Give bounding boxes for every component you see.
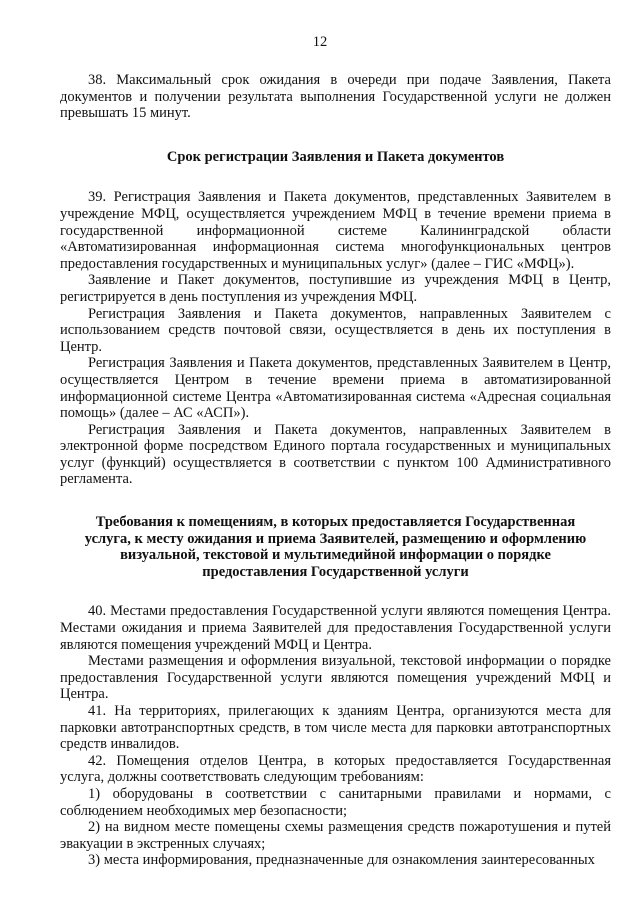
page-number: 12: [312, 34, 328, 50]
paragraph-40-info: Местами размещения и оформления визуальной, текстовой информации о порядке предоставления Государственной услуги являются помещения учреждений МФЦ и Центра.: [60, 653, 611, 703]
section-heading-registration: Срок регистрации Заявления и Пакета документов: [166, 148, 505, 165]
paragraph-39-portal: Регистрация Заявления и Пакета документов, направленных Заявителем в электронной форме посредством Единого портала государственных и муниципальных услуг (функций) осуществляется в соответствии с пунктом 100 Административного регламента.: [60, 421, 611, 488]
paragraph-38: 38. Максимальный срок ожидания в очереди при подаче Заявления, Пакета документов и получении результата выполнения Государственной услуги не должен превышать 15 минут.: [60, 72, 611, 122]
paragraph-39: 39. Регистрация Заявления и Пакета документов, представленных Заявителем в учреждение МФЦ, осуществляется учреждением МФЦ в течение времени приема в государственной информационной системе Калининградской области «Автоматизированная информационная система многофункциональных центров предоставления государственных и муниципальных услуг» (далее – ГИС «МФЦ»).: [60, 189, 611, 272]
list-item-2: 2) на видном месте помещены схемы размещения средств пожаротушения и путей эвакуации в экстренных случаях;: [60, 819, 611, 852]
paragraph-39-post: Регистрация Заявления и Пакета документов, направленных Заявителем с использованием средств почтовой связи, осуществляется в день их поступления в Центр.: [60, 305, 611, 355]
list-item-1: 1) оборудованы в соответствии с санитарными правилами и нормами, с соблюдением необходимых мер безопасности;: [60, 785, 611, 819]
paragraph-39-center: Регистрация Заявления и Пакета документов, представленных Заявителем в Центр, осуществляется Центром в течение времени приема в автоматизированной информационной системе Центра «Автоматизированная система «Адресная социальная помощь» (далее – АС «АСП»).: [60, 355, 611, 422]
paragraph-39-mfc: Заявление и Пакет документов, поступившие из учреждения МФЦ в Центр, регистрируется в день поступления из учреждения МФЦ.: [60, 272, 611, 305]
list-item-3: 3) места информирования, предназначенные для ознакомления заинтересованных: [88, 852, 595, 869]
section-heading-premises: Требования к помещениям, в которых предоставляется Государственная услуга, к месту ожидания и приема Заявителей, размещению и оформлению визуальной, текстовой и мультимедийной информации о порядке предоставления Государственной услуги: [84, 514, 587, 580]
paragraph-41: 41. На территориях, прилегающих к зданиям Центра, организуются места для парковки автотранспортных средств, в том числе места для парковки автотранспортных средств инвалидов.: [60, 703, 611, 753]
document-body: [60, 72, 611, 869]
paragraph-40: 40. Местами предоставления Государственной услуги являются помещения Центра. Местами ожидания и приема Заявителей для предоставления Государственной услуги являются помещения учреждений МФЦ и Центра.: [60, 603, 611, 653]
paragraph-42: 42. Помещения отделов Центра, в которых предоставляется Государственная услуга, должны соответствовать следующим требованиям:: [60, 752, 611, 786]
